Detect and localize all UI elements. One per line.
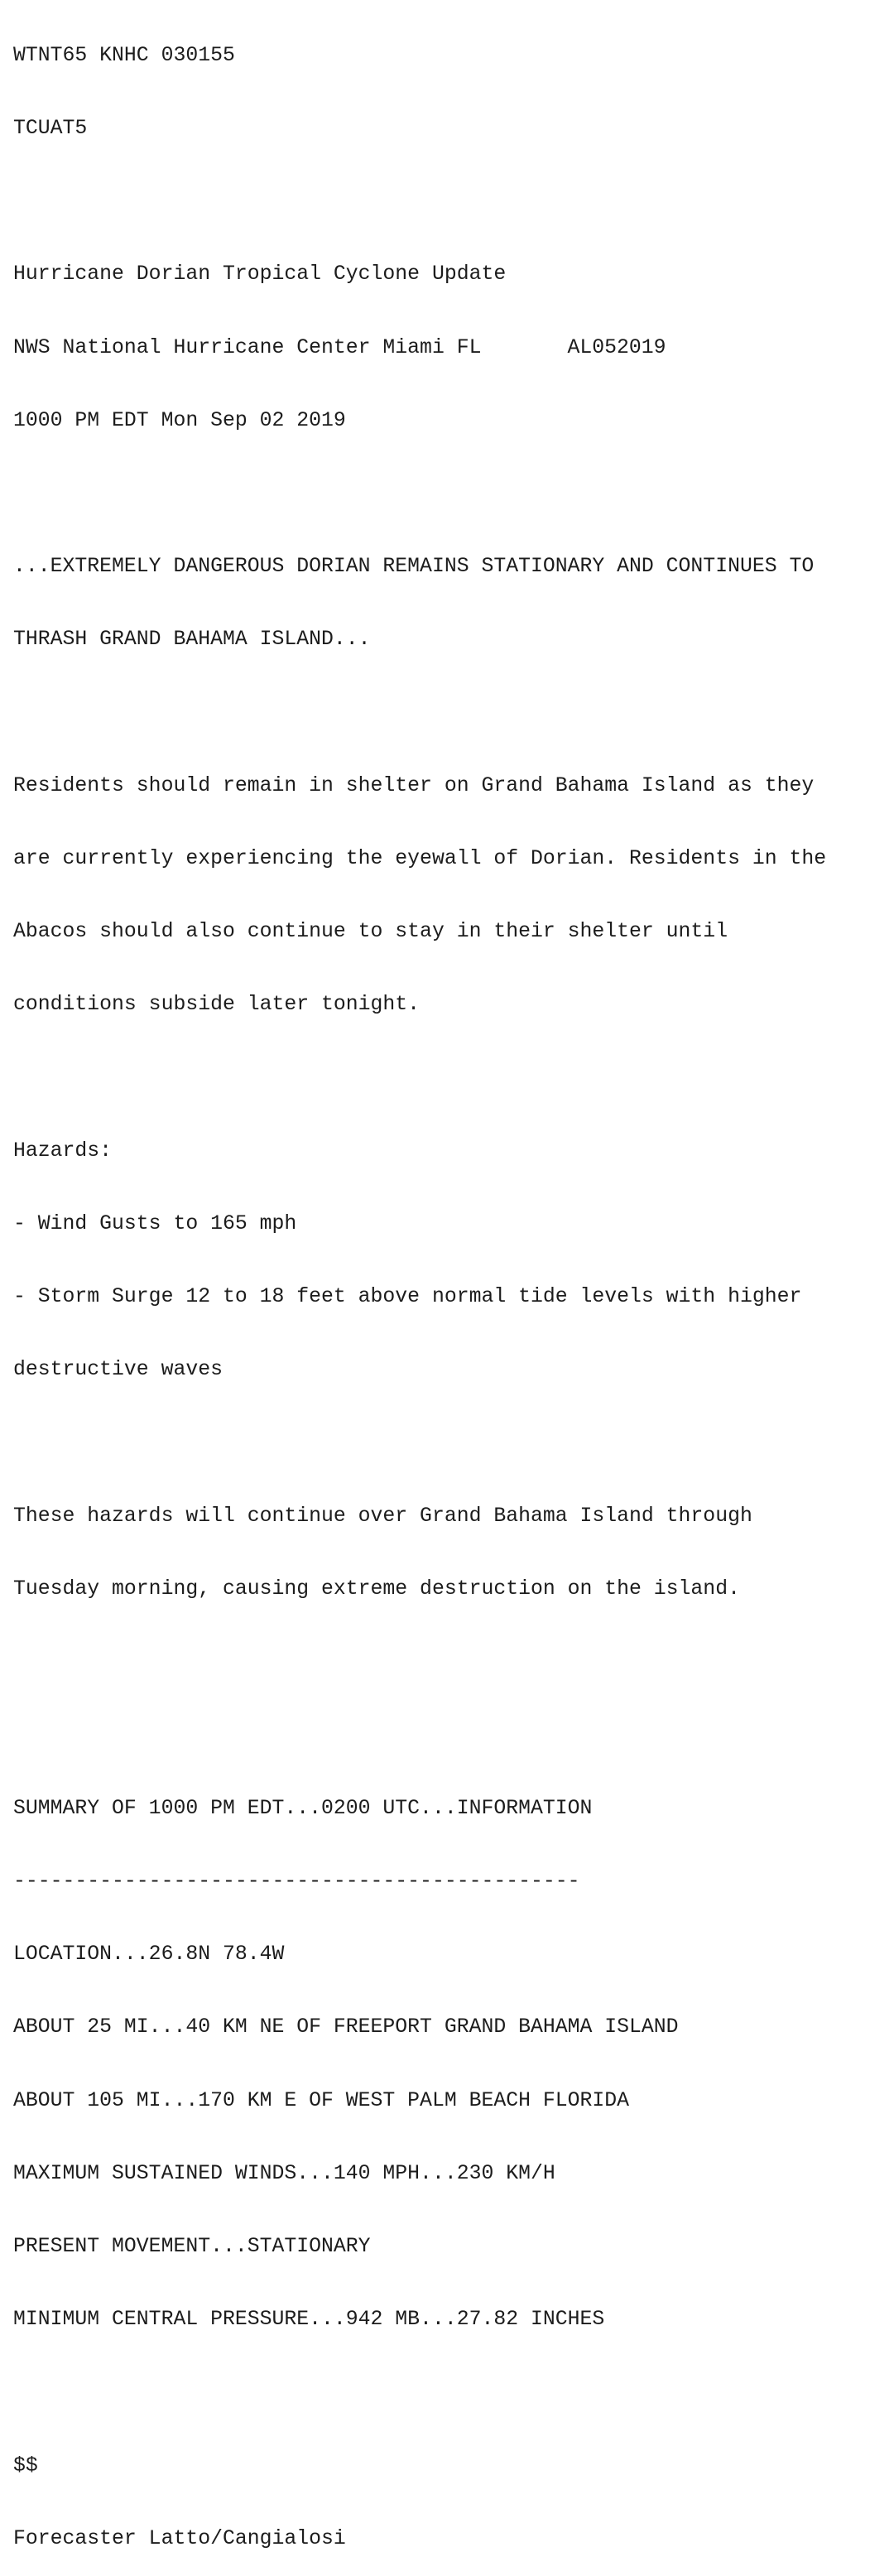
advisory-paragraph-line: Abacos should also continue to stay in their shelter until [13,920,728,944]
summary-line: PRESENT MOVEMENT...STATIONARY [13,2234,371,2258]
summary-line: ABOUT 105 MI...170 KM E OF WEST PALM BEACH FLORIDA [13,2088,630,2112]
forecaster-line: Forecaster Latto/Cangialosi [13,2526,346,2550]
issuer-line [13,336,826,360]
continuation-paragraph-line: These hazards will continue over Grand Bahama Island through [13,1504,752,1528]
hazards-heading: Hazards: [13,1139,113,1163]
storm-id: AL052019 [567,335,666,359]
end-marker: $$ [13,2453,38,2477]
summary-divider: ---------------------------------------------- [13,1869,580,1893]
blank-line [13,482,826,506]
advisory-paragraph-line: Residents should remain in shelter on Grand Bahama Island as they [13,773,815,797]
hazard-item: - Wind Gusts to 165 mph [13,1212,297,1236]
product-title: Hurricane Dorian Tropical Cyclone Update [13,262,507,286]
hazard-item: - Storm Surge 12 to 18 feet above normal tide levels with higher [13,1285,802,1309]
blank-line [13,1650,826,1674]
product-id: TCUAT5 [13,117,88,141]
advisory-paragraph-line: conditions subside later tonight. [13,993,421,1017]
summary-line: ABOUT 25 MI...40 KM NE OF FREEPORT GRAND BAHAMA ISLAND [13,2015,679,2039]
advisory-document [13,0,826,2576]
summary-line: LOCATION...26.8N 78.4W [13,1943,285,1967]
blank-line [13,701,826,725]
blank-line [13,190,826,214]
continuation-paragraph-line: Tuesday morning, causing extreme destruction on the island. [13,1577,740,1601]
blank-line [13,1432,826,1456]
wmo-header: WTNT65 KNHC 030155 [13,43,235,67]
hazard-item: destructive waves [13,1358,223,1382]
summary-line: MAXIMUM SUSTAINED WINDS...140 MPH...230 KM/H [13,2161,555,2185]
blank-line [13,2381,826,2405]
headline-line: ...EXTREMELY DANGEROUS DORIAN REMAINS STATIONARY AND CONTINUES TO [13,555,815,579]
summary-heading: SUMMARY OF 1000 PM EDT...0200 UTC...INFORMATION [13,1796,593,1820]
blank-line [13,1067,826,1091]
issuer: NWS National Hurricane Center Miami FL [13,335,482,359]
summary-line: MINIMUM CENTRAL PRESSURE...942 MB...27.82 INCHES [13,2308,605,2332]
advisory-paragraph-line: are currently experiencing the eyewall of Dorian. Residents in the [13,847,827,871]
issue-time: 1000 PM EDT Mon Sep 02 2019 [13,408,346,432]
blank-line [13,1723,826,1747]
headline-line: THRASH GRAND BAHAMA ISLAND... [13,628,371,652]
